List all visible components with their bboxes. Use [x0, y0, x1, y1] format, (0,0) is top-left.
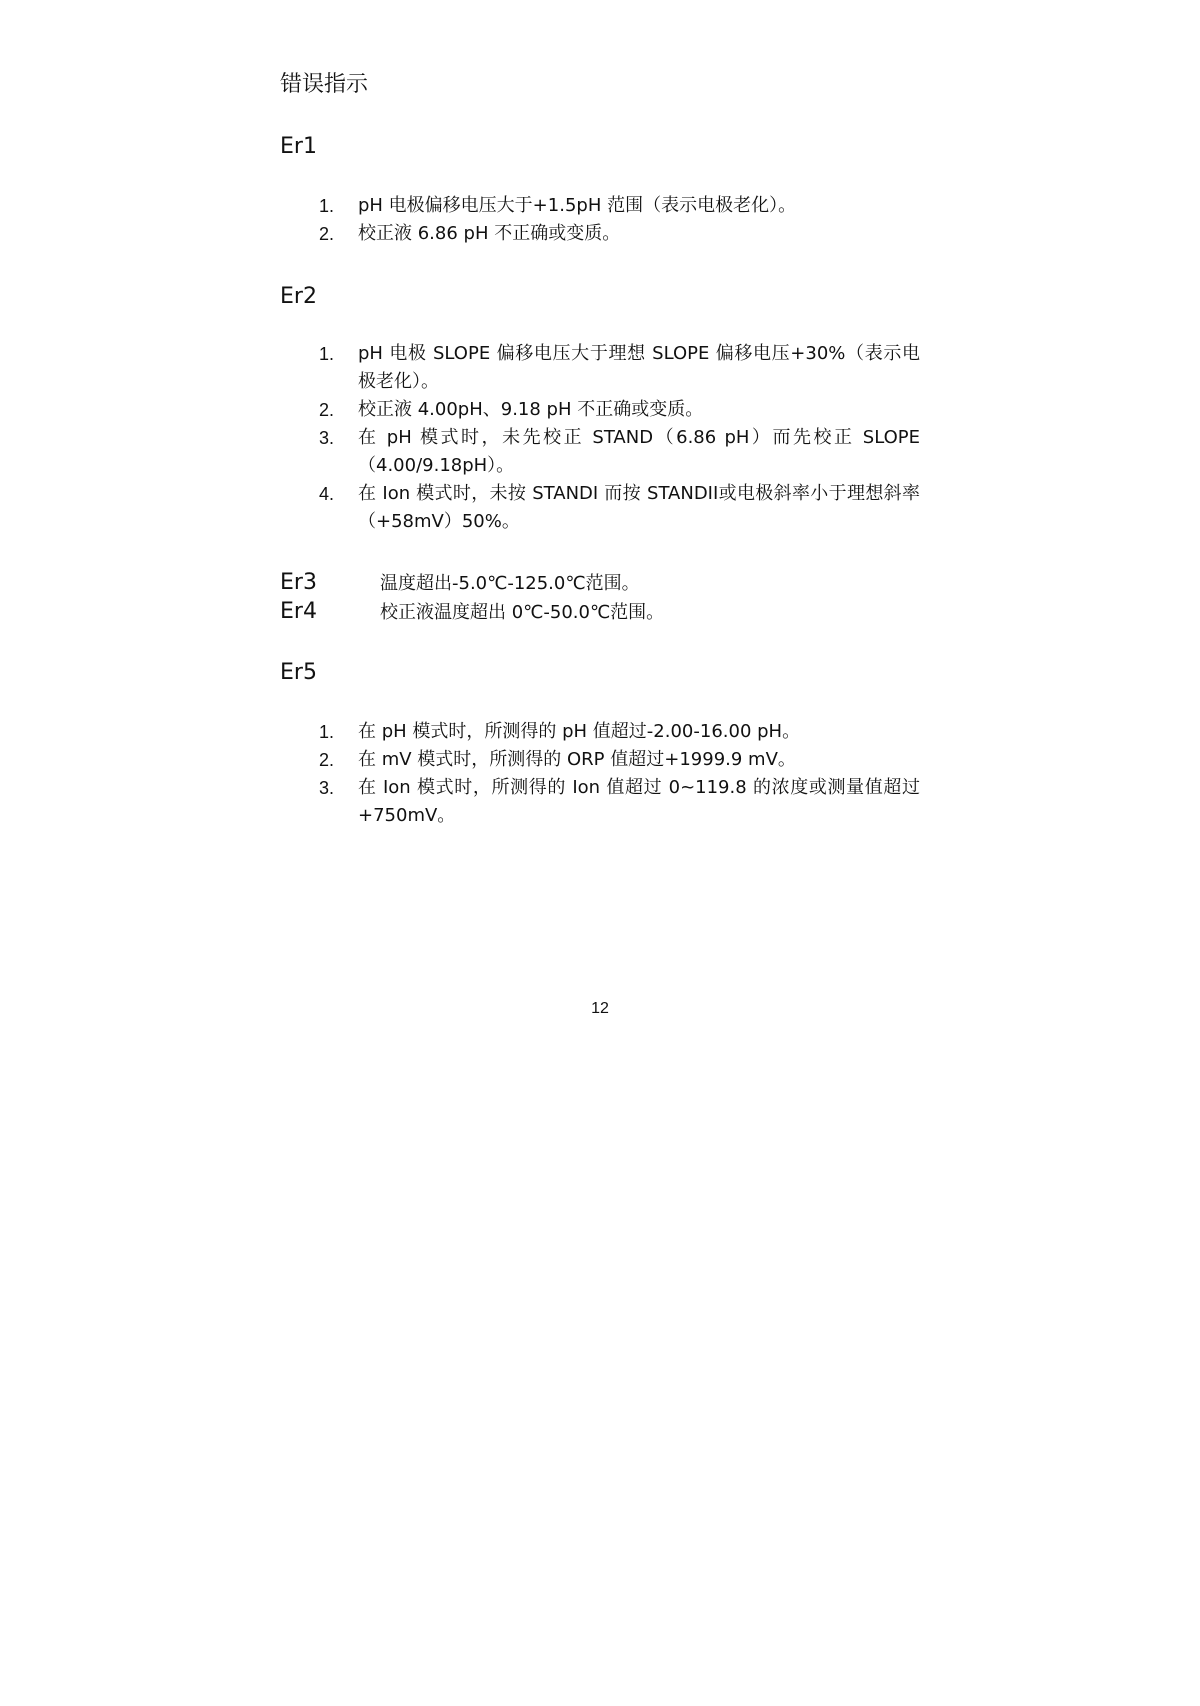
list-item [280, 746, 920, 774]
list-item-number: 2. [318, 224, 334, 244]
list-item [280, 480, 920, 536]
error-row-er3 [280, 568, 640, 599]
list-item-number: 1. [318, 196, 334, 216]
error-code-er3: Er3 [280, 570, 317, 595]
error-code-er2: Er2 [280, 284, 317, 309]
list-item [280, 718, 920, 746]
error-row-er4 [280, 597, 664, 628]
error-code-er5: Er5 [280, 660, 317, 685]
list-item [280, 220, 920, 248]
list-item [280, 396, 920, 424]
list-item-text: 在 pH 模式时，所测得的 pH 值超过-2.00-16.00 pH。 [358, 721, 801, 742]
error-description: 温度超出-5.0℃-125.0℃范围。 [380, 573, 640, 594]
error-description: 校正液温度超出 0℃-50.0℃范围。 [380, 602, 665, 623]
list-item [280, 340, 920, 396]
list-item-number: 1. [318, 344, 334, 364]
list-item-text: 校正液 4.00pH、9.18 pH 不正确或变质。 [358, 399, 704, 420]
list-item-number: 1. [318, 722, 334, 742]
list-item-text: 在 pH 模式时，未先校正 STAND（6.86 pH）而先校正 SLOPE（4.00/9.18pH）。 [358, 427, 920, 476]
list-item [280, 192, 920, 220]
list-item-number: 2. [318, 400, 334, 420]
er5-cause-list [280, 718, 920, 830]
page-number: 12 [591, 1000, 609, 1017]
list-item-number: 2. [318, 750, 334, 770]
list-item-text: 在 mV 模式时，所测得的 ORP 值超过+1999.9 mV。 [358, 749, 796, 770]
list-item [280, 424, 920, 480]
error-code-er1: Er1 [280, 134, 317, 159]
list-item-text: 在 Ion 模式时，未按 STANDI 而按 STANDII或电极斜率小于理想斜率（+58mV）50%。 [358, 483, 920, 532]
list-item-text: 在 Ion 模式时，所测得的 Ion 值超过 0~119.8 的浓度或测量值超过+750mV。 [358, 777, 920, 826]
list-item-number: 3. [318, 428, 334, 448]
list-item-text: pH 电极偏移电压大于+1.5pH 范围（表示电极老化）。 [358, 195, 797, 216]
er2-cause-list [280, 340, 920, 536]
list-item-text: 校正液 6.86 pH 不正确或变质。 [358, 223, 621, 244]
error-code-er4: Er4 [280, 599, 317, 624]
page-title: 错误指示 [280, 72, 369, 97]
list-item-text: pH 电极 SLOPE 偏移电压大于理想 SLOPE 偏移电压+30%（表示电极老化）。 [358, 343, 920, 392]
list-item [280, 774, 920, 830]
list-item-number: 4. [318, 484, 334, 504]
list-item-number: 3. [318, 778, 334, 798]
er1-cause-list [280, 192, 920, 248]
